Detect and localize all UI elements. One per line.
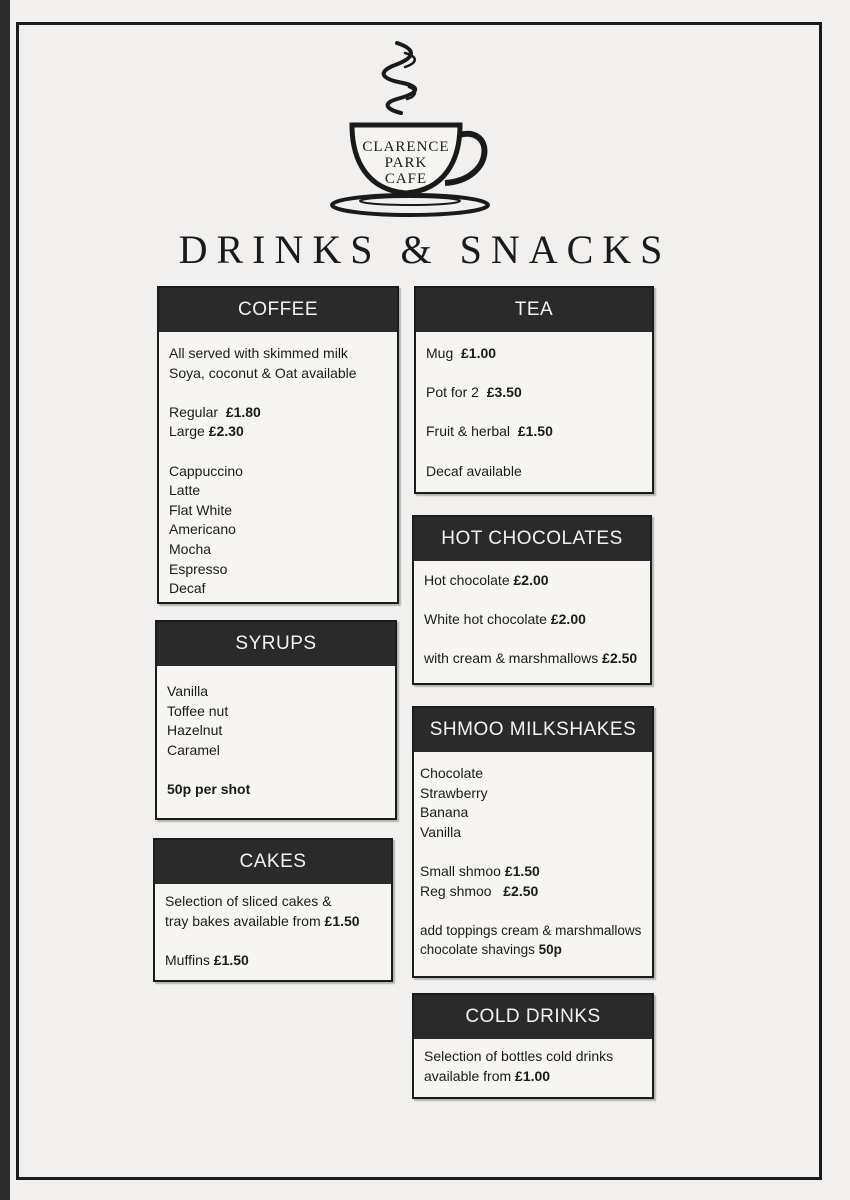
hot-chocolates-title: HOT CHOCOLATES	[414, 517, 650, 561]
cakes-line2: tray bakes available from £1.50	[165, 912, 360, 929]
tea-section	[414, 286, 654, 494]
coffee-title: COFFEE	[159, 288, 397, 332]
cakes-line1: Selection of sliced cakes &	[165, 893, 332, 909]
page-title: DRINKS & SNACKS	[178, 227, 672, 272]
milkshake-flavour: Chocolate	[420, 765, 484, 781]
syrup-price-note: 50p per shot	[167, 780, 251, 797]
tea-title: TEA	[416, 288, 652, 332]
coffee-note-alt-milk: Soya, coconut & Oat available	[169, 364, 357, 381]
syrups-section	[155, 620, 397, 820]
milkshake-reg: Reg shmoo £2.50	[420, 882, 539, 899]
hot-chocolate-white: White hot chocolate £2.00	[424, 611, 586, 628]
coffee-item: Cappuccino	[169, 462, 243, 479]
syrup-item: Caramel	[167, 741, 220, 758]
milkshake-flavour: Strawberry	[420, 784, 488, 801]
tea-mug: Mug £1.00	[426, 345, 497, 361]
coffee-item: Espresso	[169, 560, 228, 577]
logo-text-line1: CLARENCE	[362, 139, 450, 155]
milkshakes-title: SHMOO MILKSHAKES	[414, 708, 652, 752]
syrups-title: SYRUPS	[157, 622, 395, 666]
coffee-note-milk: All served with skimmed milk	[169, 345, 348, 361]
coffee-item: Americano	[169, 521, 236, 538]
cold-drinks-line1: Selection of bottles cold drinks	[424, 1048, 614, 1064]
syrup-item: Hazelnut	[167, 722, 223, 739]
milkshake-toppings-line1: add toppings cream & marshmallows	[420, 922, 642, 938]
hot-chocolate-regular: Hot chocolate £2.00	[424, 572, 549, 588]
tea-pot: Pot for 2 £3.50	[426, 384, 522, 401]
milkshake-flavour: Banana	[420, 804, 469, 821]
syrup-item: Toffee nut	[167, 702, 229, 719]
milkshakes-section	[412, 706, 654, 978]
coffee-item: Flat White	[169, 501, 233, 518]
coffee-section	[157, 286, 399, 604]
tea-fruit: Fruit & herbal £1.50	[426, 423, 553, 440]
coffee-cup-icon	[325, 35, 495, 220]
cold-drinks-title: COLD DRINKS	[414, 995, 652, 1039]
hot-chocolates-section	[412, 515, 652, 685]
cold-drinks-line2: available from £1.00	[424, 1067, 551, 1084]
cakes-section	[153, 838, 393, 982]
coffee-item: Mocha	[169, 540, 212, 557]
cafe-logo	[325, 35, 495, 220]
cakes-muffins: Muffins £1.50	[165, 951, 249, 968]
coffee-item: Latte	[169, 482, 201, 499]
logo-text-line3: CAFE	[384, 171, 428, 187]
background-edge	[0, 0, 10, 1200]
milkshake-flavour: Vanilla	[420, 823, 461, 840]
tea-decaf: Decaf available	[426, 462, 522, 479]
logo-text-line2: PARK	[384, 155, 428, 171]
cakes-title: CAKES	[155, 840, 391, 884]
coffee-item: Decaf	[169, 580, 206, 597]
milkshake-small: Small shmoo £1.50	[420, 862, 540, 879]
coffee-regular: Regular £1.80	[169, 403, 261, 420]
coffee-large: Large £2.30	[169, 423, 244, 440]
milkshake-toppings-line2: chocolate shavings 50p	[420, 942, 562, 958]
cold-drinks-section	[412, 993, 654, 1099]
hot-chocolate-cream: with cream & marshmallows £2.50	[424, 650, 638, 667]
syrup-item: Vanilla	[167, 683, 208, 699]
